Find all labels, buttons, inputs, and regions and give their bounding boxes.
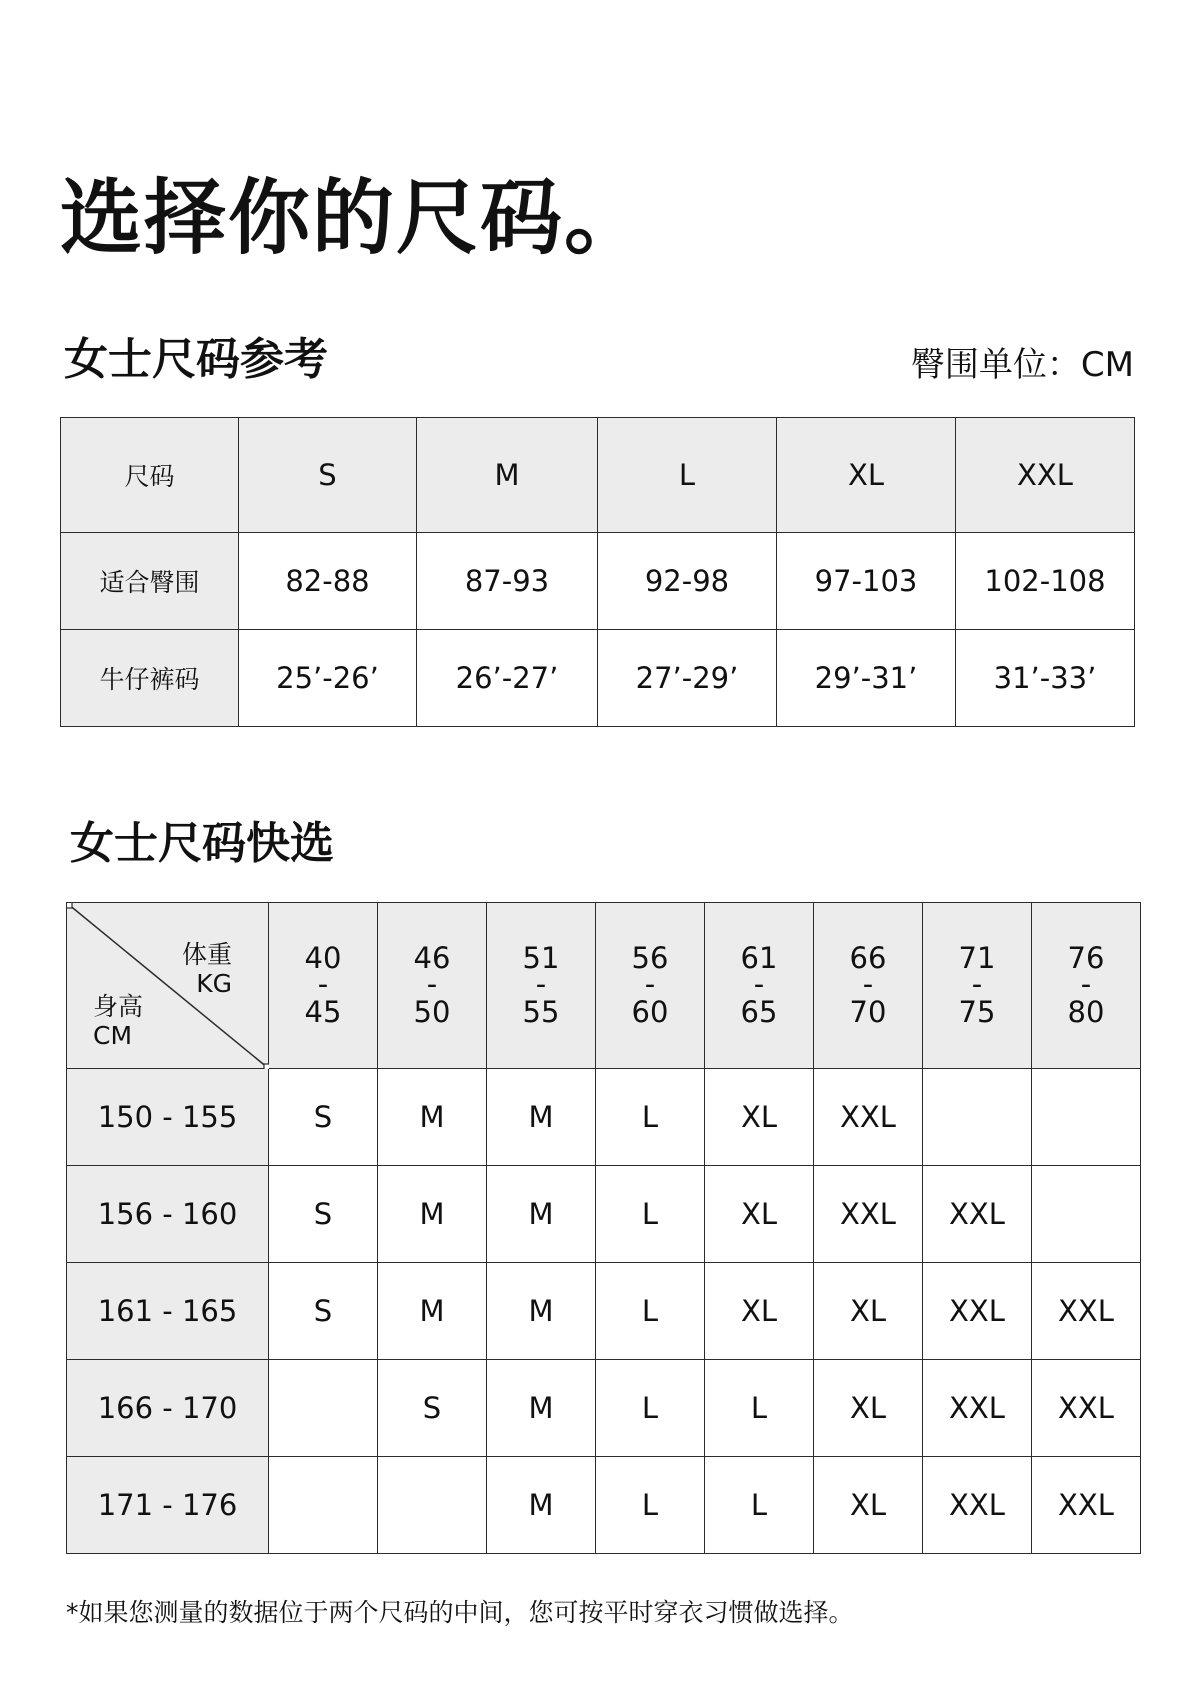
size-reference-table [60,417,1135,727]
jeans-size-cell: 26’-27’ [417,630,598,727]
height-range-cell: 171 - 176 [67,1457,269,1554]
size-cell: L [705,1360,814,1457]
table-row [67,1263,1141,1360]
weight-range-cell: 56 - 60 [596,903,705,1069]
hip-value-cell: 92-98 [598,533,777,630]
height-range-cell: 156 - 160 [67,1166,269,1263]
height-label: 身高 [93,992,144,1021]
size-cell [1032,1166,1141,1263]
size-cell: S [269,1166,378,1263]
size-cell: XXL [1032,1457,1141,1554]
size-cell: XXL [923,1263,1032,1360]
table-row [61,533,1135,630]
size-header-cell: L [598,418,777,533]
size-cell: XXL [1032,1360,1141,1457]
hip-value-cell: 82-88 [239,533,417,630]
hip-value-cell: 102-108 [956,533,1135,630]
size-cell: XL [814,1457,923,1554]
height-range-cell: 161 - 165 [67,1263,269,1360]
weight-unit-label: KG [196,968,232,998]
corner-header-cell [67,903,269,1069]
size-cell: L [596,1263,705,1360]
size-cell: M [487,1263,596,1360]
size-cell: M [378,1069,487,1166]
weight-range-cell: 76 - 80 [1032,903,1141,1069]
size-cell: L [596,1166,705,1263]
size-cell: L [596,1069,705,1166]
size-cell [378,1457,487,1554]
table-row [67,1457,1141,1554]
weight-range-cell: 51 - 55 [487,903,596,1069]
size-cell [923,1069,1032,1166]
hip-value-cell: 97-103 [777,533,956,630]
size-cell [269,1360,378,1457]
reference-section-title: 女士尺码参考 [64,334,328,385]
size-header-cell: XL [777,418,956,533]
size-cell [269,1457,378,1554]
jeans-size-cell: 31’-33’ [956,630,1135,727]
size-cell: XXL [923,1457,1032,1554]
row-label-hip: 适合臀围 [61,533,239,630]
weight-label: 体重 [181,940,232,969]
size-cell: M [487,1360,596,1457]
size-cell: S [378,1360,487,1457]
size-cell: S [269,1263,378,1360]
jeans-size-cell: 27’-29’ [598,630,777,727]
size-quick-select-table [66,902,1141,1554]
size-header-cell: XXL [956,418,1135,533]
size-cell: L [596,1360,705,1457]
weight-range-cell: 61 - 65 [705,903,814,1069]
row-label-jeans: 牛仔裤码 [61,630,239,727]
size-header-cell: S [239,418,417,533]
jeans-size-cell: 29’-31’ [777,630,956,727]
weight-range-cell: 71 - 75 [923,903,1032,1069]
size-cell: XXL [1032,1263,1141,1360]
table-row [67,1166,1141,1263]
size-cell: XXL [814,1069,923,1166]
table-row [67,1360,1141,1457]
footnote: *如果您测量的数据位于两个尺码的中间，您可按平时穿衣习惯做选择。 [66,1598,854,1627]
size-cell: M [487,1457,596,1554]
size-cell: XXL [923,1166,1032,1263]
size-cell: M [378,1263,487,1360]
size-header-label: 尺码 [61,418,239,533]
weight-axis-label [182,941,232,999]
jeans-size-cell: 25’-26’ [239,630,417,727]
size-cell: XL [705,1263,814,1360]
size-cell: XL [814,1263,923,1360]
height-range-cell: 166 - 170 [67,1360,269,1457]
weight-header-row [67,903,1141,1069]
size-cell: L [596,1457,705,1554]
size-cell: M [378,1166,487,1263]
size-cell: XL [705,1166,814,1263]
size-cell: M [487,1166,596,1263]
height-unit-label: CM [93,1020,133,1050]
weight-range-cell: 66 - 70 [814,903,923,1069]
size-cell: M [487,1069,596,1166]
size-cell: L [705,1457,814,1554]
size-cell: XXL [923,1360,1032,1457]
table-row [61,630,1135,727]
hip-value-cell: 87-93 [417,533,598,630]
weight-range-cell: 40 - 45 [269,903,378,1069]
page-title: 选择你的尺码。 [60,171,649,266]
unit-label: 臀围单位：CM [910,345,1134,385]
height-axis-label [93,993,143,1051]
quick-section-title: 女士尺码快选 [70,818,334,869]
reference-header-row [61,418,1135,533]
size-cell: S [269,1069,378,1166]
weight-range-cell: 46 - 50 [378,903,487,1069]
height-range-cell: 150 - 155 [67,1069,269,1166]
size-cell [1032,1069,1141,1166]
size-cell: XXL [814,1166,923,1263]
table-row [67,1069,1141,1166]
size-cell: XL [705,1069,814,1166]
size-header-cell: M [417,418,598,533]
size-cell: XL [814,1360,923,1457]
